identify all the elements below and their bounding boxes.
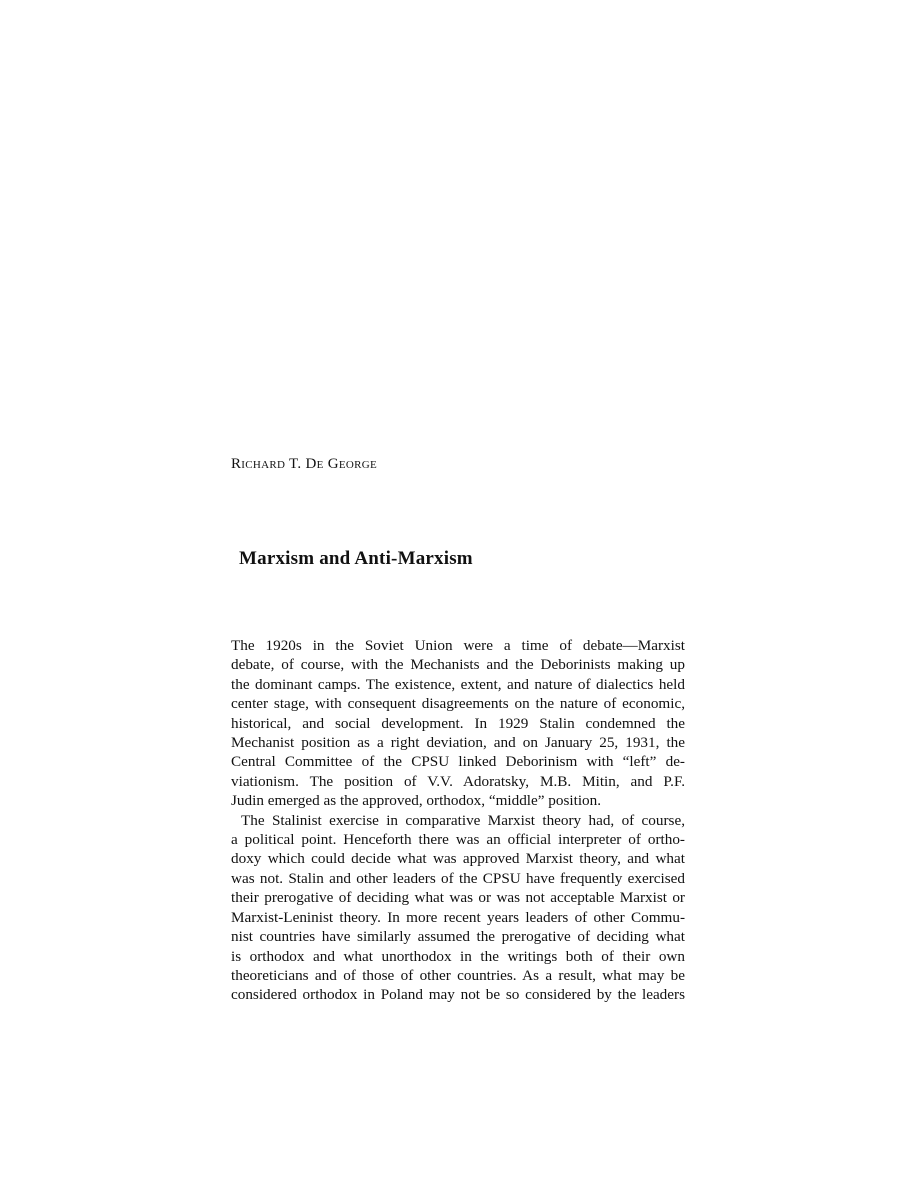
author-name: Richard T. De George xyxy=(231,456,377,472)
paragraph-1-line: Mechanist position as a right deviation, and on January 25, 1931, the xyxy=(231,734,685,752)
paragraph-2-line: The Stalinist exercise in comparative Marxist theory had, of course, xyxy=(241,811,685,829)
paragraph-2 xyxy=(231,811,685,1005)
paragraph-1-line: historical, and social development. In 1929 Stalin condemned the xyxy=(231,714,685,732)
article-title: Marxism and Anti-Marxism xyxy=(239,548,473,569)
paragraph-1 xyxy=(231,636,685,811)
paragraph-1-line: Judin emerged as the approved, orthodox, “middle” position. xyxy=(231,792,602,810)
paragraph-1-line: The 1920s in the Soviet Union were a time of debate—Marxist xyxy=(231,637,685,654)
paragraph-2-line: considered orthodox in Poland may not be so considered by the leaders xyxy=(231,986,685,1004)
paragraph-2-line: theoreticians and of those of other countries. As a result, what may be xyxy=(231,966,685,984)
paragraph-1-line: debate, of course, with the Mechanists and the Deborinists making up xyxy=(231,656,685,674)
paragraph-2-line: doxy which could decide what was approved Marxist theory, and what xyxy=(231,850,685,868)
paragraph-2-line: their prerogative of deciding what was or was not acceptable Marxist or xyxy=(231,889,685,907)
paragraph-2-line: is orthodox and what unorthodox in the writings both of their own xyxy=(231,947,685,965)
paragraph-1-line: Central Committee of the CPSU linked Deborinism with “left” de- xyxy=(231,753,685,771)
paragraph-2-line: Marxist-Leninist theory. In more recent years leaders of other Commu- xyxy=(231,908,685,926)
paragraph-2-line: nist countries have similarly assumed the prerogative of deciding what xyxy=(231,928,685,946)
paragraph-2-line: was not. Stalin and other leaders of the CPSU have frequently exercised xyxy=(231,869,685,887)
paragraph-1-line: center stage, with consequent disagreements on the nature of economic, xyxy=(231,695,685,713)
paragraph-2-line: a political point. Henceforth there was an official interpreter of ortho- xyxy=(231,831,685,849)
paragraph-1-line: viationism. The position of V.V. Adoratsky, M.B. Mitin, and P.F. xyxy=(231,772,685,790)
paragraph-1-line: the dominant camps. The existence, extent, and nature of dialectics held xyxy=(231,675,685,693)
article-body xyxy=(231,636,685,1005)
